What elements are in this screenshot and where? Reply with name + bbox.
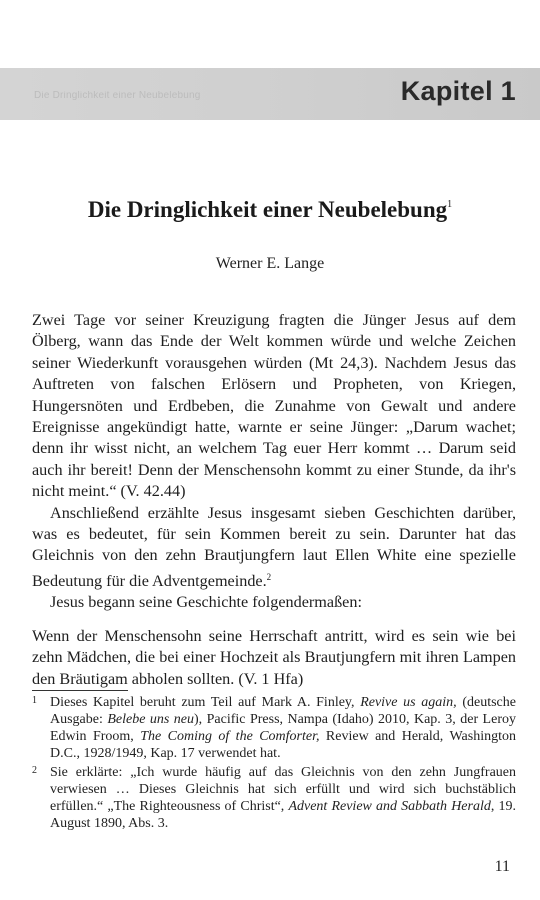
footnote-2 [32, 764, 516, 832]
footnote-number: 1 [32, 695, 37, 706]
chapter-title [0, 197, 540, 223]
paragraph-2 [32, 503, 516, 593]
footnote-citation: Advent Review and Sabbath Herald [288, 799, 491, 814]
footnote-citation: Belebe uns neu [107, 712, 195, 727]
footnote-1 [32, 694, 516, 762]
footnote-number: 2 [32, 765, 37, 776]
footnotes [32, 694, 516, 834]
header-show-through-text: Die Dringlichkeit einer Neubelebung [34, 91, 201, 101]
footnote-text: Sie erklärte: „Ich wurde häufig auf das Gleichnis von den zehn Jungfrauen verwiesen … Dieses Gleichnis hat sich erfüllt und wird sich buchstäblich erfüllen.“ „The Righteousness of Christ“, [50, 765, 516, 814]
main-text [32, 310, 516, 690]
block-quote: Wenn der Menschensohn seine Herrschaft antritt, wird es sein wie bei zehn Mädchen, die bei einer Hochzeit als Brautjungfern mit ihren Lampen den Bräutigam abholen sollten. (V. 1 Hfa) [32, 626, 516, 688]
footnote-text: , 19. August 1890, Abs. 3. [50, 799, 517, 831]
footnote-text: (deutsche Ausgabe: [50, 695, 516, 727]
footnote-citation: The Coming of the Comforter, [140, 729, 320, 744]
paragraph-1: Zwei Tage vor seiner Kreuzigung fragten die Jünger Jesus auf dem Ölberg, wann das Ende der Welt kommen würde und welche Zeichen seiner Wiederkunft vorausgehen würden (Mt 24,3). Nachdem Jesus das Auftreten von falschen Erlösern und Propheten, von Kriegen, Hungersnöten und Erdbeben, die Zunahme von Gewalt und andere Ereignisse angekündigt hatte, warnte er seine Jünger: „Darum wachet; denn ihr wisst nicht, an welchem Tag euer Herr kommt … Darum seid auch ihr bereit! Denn der Menschensohn kommt zu einer Stunde, da ihr's nicht meint.“ (V. 42.44) [32, 311, 516, 501]
paragraph-2-text: Anschließend erzählte Jesus insgesamt sieben Geschichten darüber, was es bedeutet, für sein Kommen bereit zu sein. Darunter hat das Gleichnis von den zehn Brautjungfern laut Ellen White eine spezielle Bedeutung für die Adventgemeinde. [32, 503, 516, 590]
paragraph-2-footnote-ref: 2 [266, 571, 272, 582]
page-number: 11 [494, 858, 510, 875]
footnote-text: ), Pacific Press, Nampa (Idaho) 2010, Kap. 3, der Leroy Edwin Froom, [50, 712, 516, 744]
chapter-title-text: Die Dringlichkeit einer Neubelebung [87, 197, 448, 222]
author-name: Werner E. Lange [215, 255, 325, 272]
footnote-citation: Revive us again, [360, 695, 457, 710]
title-footnote-ref: 1 [447, 199, 453, 210]
footnote-text: Review and Herald, Washington D.C., 1928/1949, Kap. 17 verwendet hat. [50, 729, 517, 761]
chapter-label: Kapitel 1 [400, 76, 516, 106]
footnote-text: Dieses Kapitel beruht zum Teil auf Mark A. Finley, [50, 695, 361, 710]
footnote-divider [32, 690, 128, 691]
chapter-header-band [0, 68, 540, 120]
paragraph-3: Jesus begann seine Geschichte folgendermaßen: [50, 593, 362, 612]
